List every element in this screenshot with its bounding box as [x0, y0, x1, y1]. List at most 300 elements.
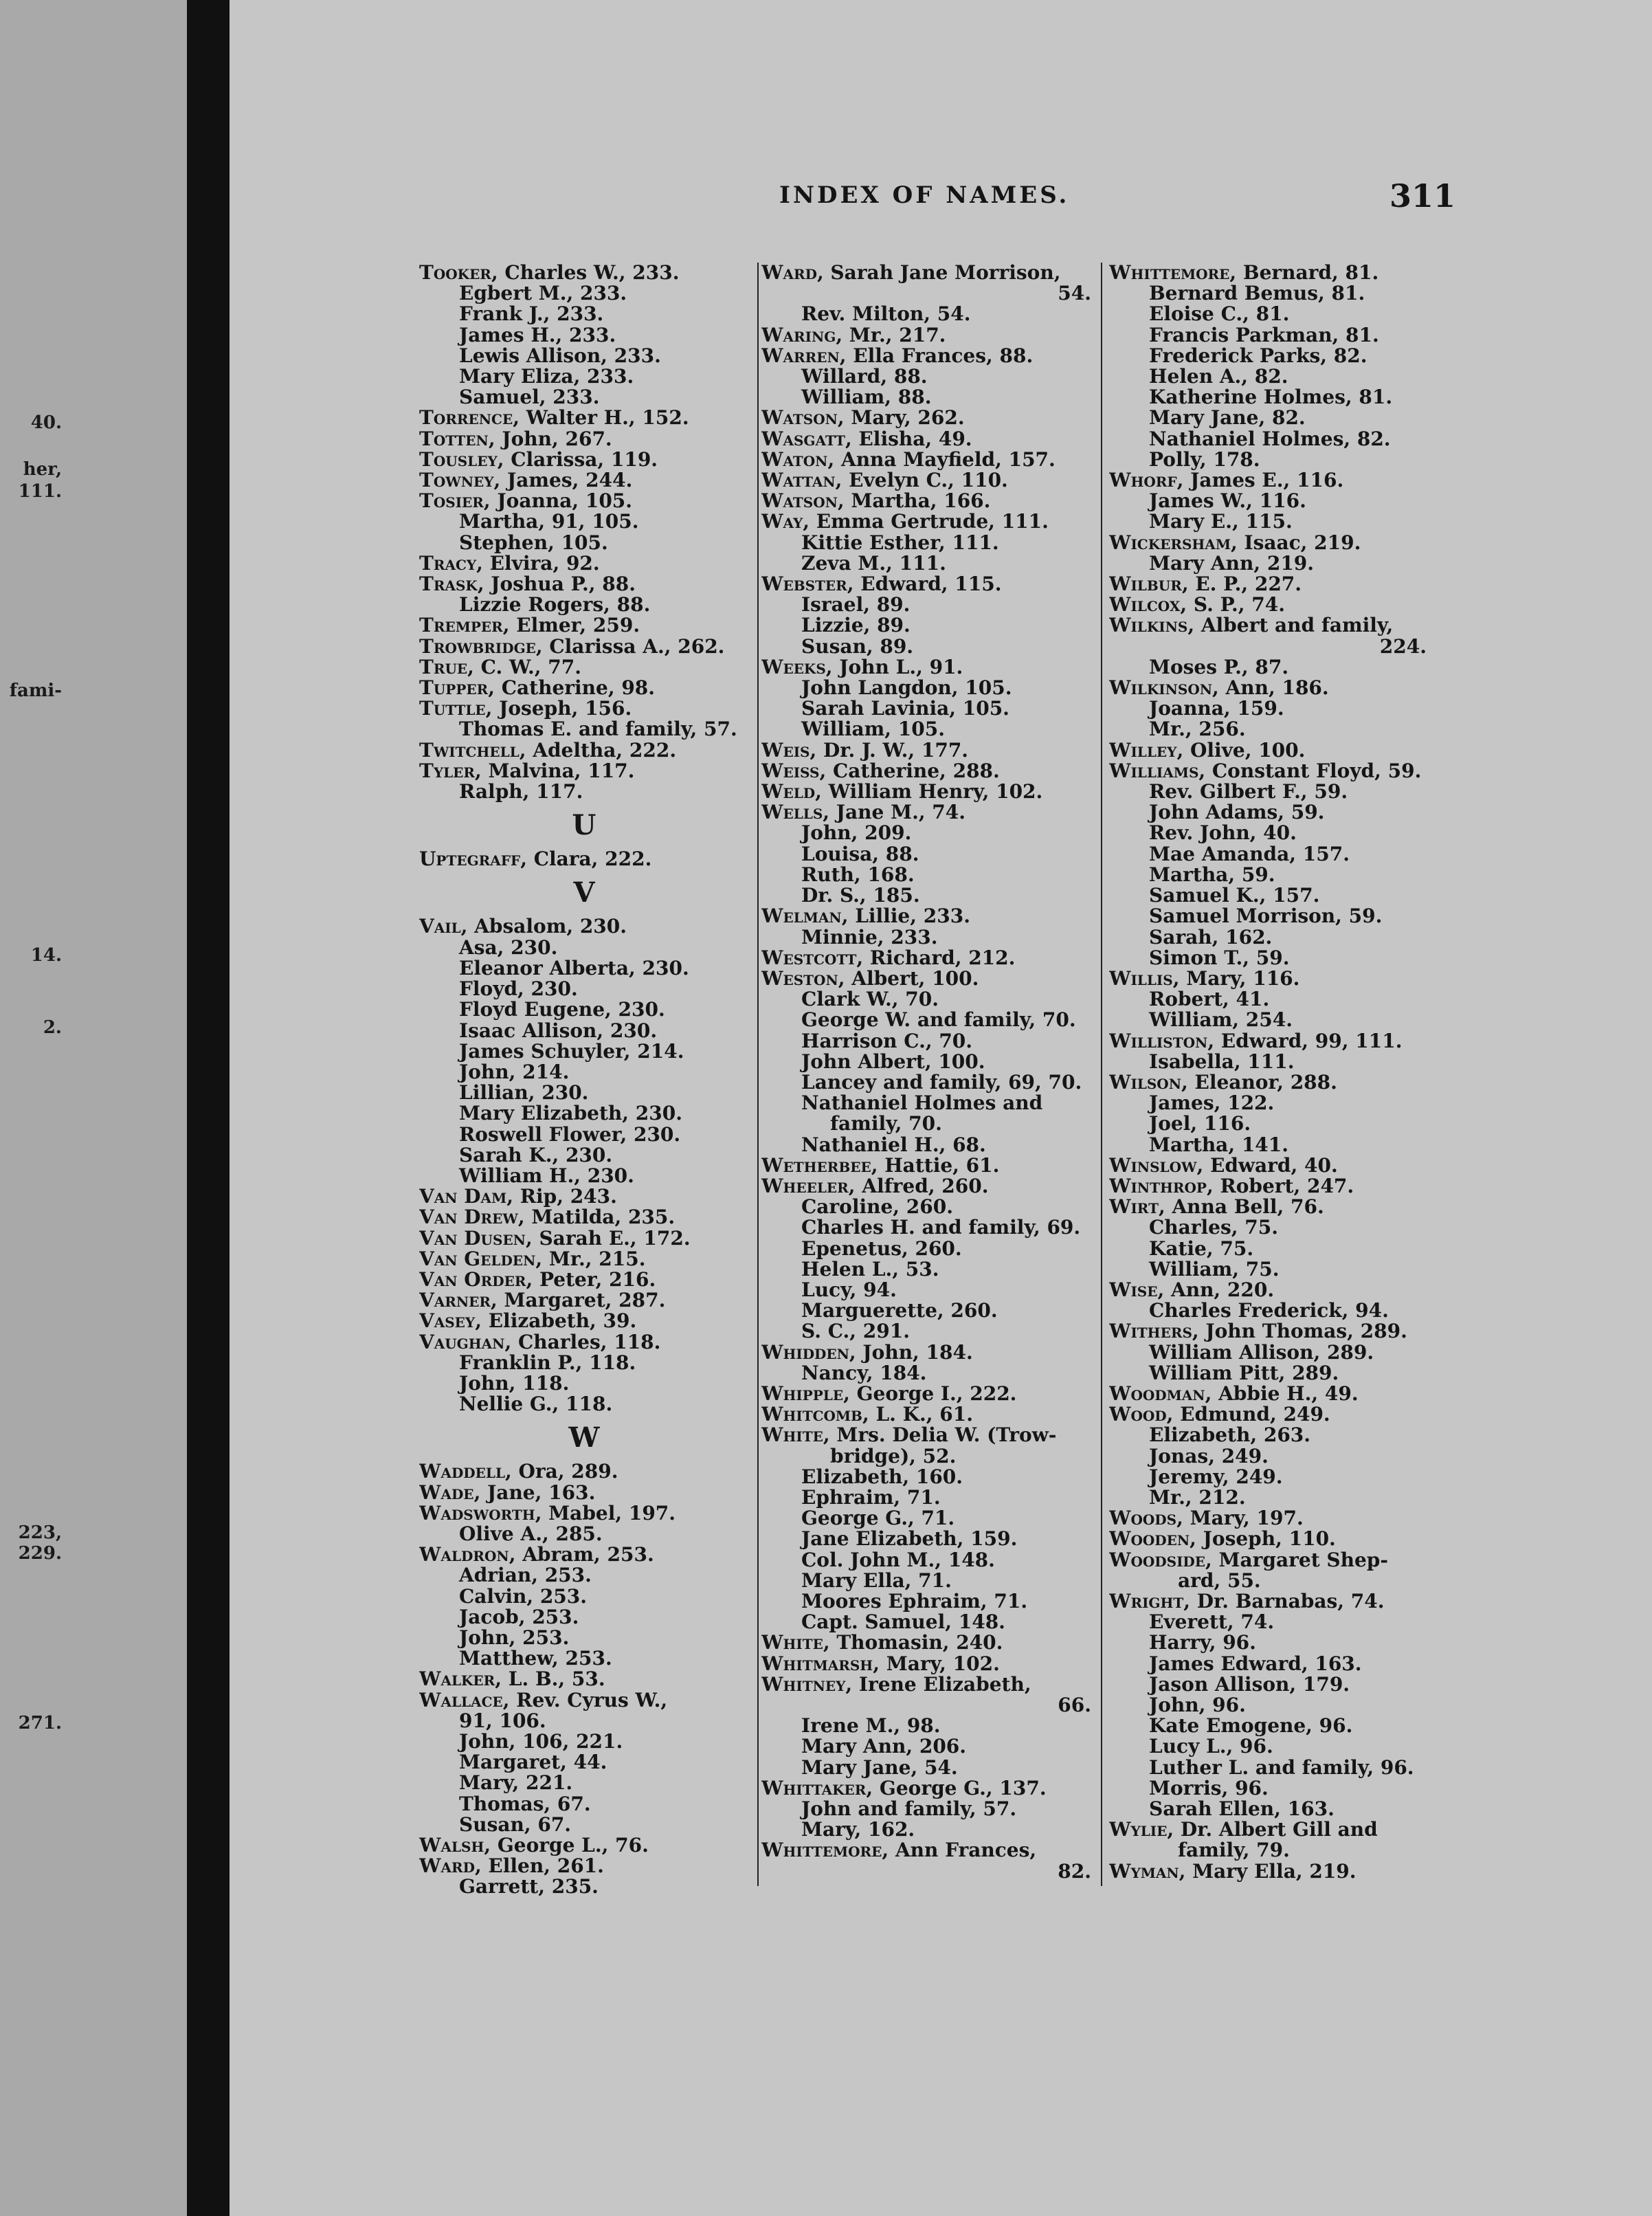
running-head: INDEX OF NAMES. — [779, 181, 1070, 209]
sub-entry: Helen A., 82. — [1149, 366, 1288, 388]
entry-surname: Weston — [761, 968, 838, 990]
sub-entry: Susan, 67. — [459, 1814, 572, 1836]
index-entry — [419, 553, 749, 574]
sub-entry: John Adams, 59. — [1149, 802, 1325, 823]
entry-details: , Rip, 243. — [506, 1186, 617, 1208]
entry-surname: Waldron — [419, 1544, 509, 1566]
sub-entry: Egbert M., 233. — [459, 283, 627, 304]
index-entry — [419, 615, 749, 636]
entry-surname: Vasey — [419, 1311, 476, 1332]
sub-entry: Olive A., 285. — [459, 1523, 603, 1545]
sub-entry: Susan, 89. — [801, 636, 914, 657]
sub-entry: Franklin P., 118. — [459, 1352, 636, 1373]
entry-details: , Clara, 222. — [520, 849, 652, 870]
margin-fragment: 40. — [30, 412, 62, 433]
entry-details: , James, 244. — [493, 470, 633, 491]
entry-surname: Tuttle — [419, 698, 486, 720]
entry-details: , Catherine, 288. — [819, 760, 1000, 782]
index-entry — [1109, 1321, 1432, 1342]
sub-entry: Mary E., 115. — [1149, 511, 1293, 533]
sub-entry: Rev. Milton, 54. — [801, 304, 971, 325]
entry-surname: True — [419, 656, 468, 678]
entry-surname: Woodman — [1109, 1383, 1205, 1405]
entry-details: , Joshua P., 88. — [477, 574, 636, 595]
index-entry — [1109, 1550, 1432, 1571]
entry-details: , Walter H., 152. — [513, 408, 689, 429]
index-entry — [761, 574, 1097, 595]
entry-surname: Wilson — [1109, 1072, 1182, 1094]
index-entry — [761, 325, 1097, 346]
index-entry — [761, 948, 1097, 968]
entry-surname: Ward — [761, 263, 817, 284]
entry-continuation: 224. — [1379, 636, 1427, 657]
sub-entry: Morris, 96. — [1149, 1777, 1269, 1799]
sub-entry: Sarah Lavinia, 105. — [801, 698, 1009, 720]
sub-entry: Harry, 96. — [1149, 1632, 1256, 1654]
index-entry — [419, 1270, 749, 1290]
sub-entry: Margaret, 44. — [459, 1752, 607, 1773]
index-entry — [1109, 761, 1432, 782]
entry-details: , Clarissa, 119. — [497, 449, 658, 471]
sub-entry: Moses P., 87. — [1149, 656, 1289, 678]
sub-entry: Caroline, 260. — [801, 1197, 953, 1218]
index-entry — [1109, 470, 1432, 491]
index-entry — [761, 740, 1097, 761]
index-entry — [1109, 1155, 1432, 1176]
sub-entry: Lucy L., 96. — [1149, 1736, 1273, 1758]
sub-entry: John, 96. — [1149, 1695, 1246, 1716]
entry-details: , L. K., 61. — [862, 1404, 973, 1426]
entry-details: , Anna Mayfield, 157. — [827, 449, 1056, 471]
entry-details: , Mary Ella, 219. — [1179, 1861, 1357, 1882]
entry-surname: Vail — [419, 916, 461, 938]
entry-details: , Catherine, 98. — [488, 678, 656, 699]
sub-entry: Willard, 88. — [801, 366, 928, 388]
index-entry — [761, 1654, 1097, 1674]
entry-surname: Walsh — [419, 1835, 484, 1857]
index-entry — [761, 491, 1097, 511]
entry-details: , Evelyn C., 110. — [835, 470, 1008, 491]
entry-surname: Waring — [761, 324, 836, 346]
entry-surname: Watson — [761, 408, 838, 429]
sub-entry: Marguerette, 260. — [801, 1300, 998, 1322]
entry-details: , C. W., 77. — [467, 656, 581, 678]
entry-surname: Van Dam — [419, 1186, 507, 1208]
entry-surname: Whitcomb — [761, 1404, 862, 1426]
index-entry — [761, 470, 1097, 491]
entry-surname: Tousley — [419, 449, 498, 471]
index-entry — [761, 906, 1097, 927]
index-entry — [419, 408, 749, 428]
sub-entry: John, 214. — [459, 1061, 570, 1083]
sub-entry: Katherine Holmes, 81. — [1149, 387, 1393, 408]
margin-fragment: 223, — [18, 1522, 62, 1543]
entry-surname: Tosier — [419, 491, 484, 512]
entry-details: , Jane M., 74. — [823, 802, 966, 823]
entry-surname: Wirt — [1109, 1197, 1159, 1218]
entry-details: , Joseph, 110. — [1190, 1529, 1336, 1550]
entry-details: , George I., 222. — [843, 1383, 1017, 1405]
sub-entry: Asa, 230. — [459, 937, 558, 958]
index-entry — [419, 1249, 749, 1270]
sub-entry: Nathaniel H., 68. — [801, 1134, 986, 1155]
index-entry — [761, 408, 1097, 428]
entry-surname: Webster — [761, 574, 847, 595]
section-letter: U — [572, 809, 596, 842]
index-entry — [419, 574, 749, 595]
entry-details: , Rev. Cyrus W., — [502, 1689, 668, 1711]
entry-details: , Mary, 102. — [873, 1653, 1000, 1674]
margin-fragment: 14. — [30, 945, 62, 966]
entry-surname: Wright — [1109, 1591, 1184, 1613]
entry-surname: Wilbur — [1109, 574, 1182, 595]
index-page — [230, 0, 1652, 2216]
index-entry — [761, 1674, 1097, 1695]
entry-details: , Emma Gertrude, 111. — [803, 511, 1049, 533]
index-entry — [761, 657, 1097, 678]
index-entry — [761, 1632, 1097, 1653]
entry-surname: Twitchell — [419, 740, 520, 761]
index-entry — [761, 429, 1097, 450]
sub-entry: Frank J., 233. — [459, 304, 604, 325]
sub-entry: Lillian, 230. — [459, 1083, 589, 1104]
entry-details: , Sarah E., 172. — [525, 1228, 691, 1249]
sub-entry: Mae Amanda, 157. — [1149, 843, 1350, 865]
entry-continuation: ard, 55. — [1178, 1570, 1261, 1591]
sub-entry: William H., 230. — [459, 1165, 634, 1187]
sub-entry: Lizzie, 89. — [801, 615, 911, 636]
entry-surname: Tremper — [419, 615, 503, 636]
index-entry — [761, 1342, 1097, 1363]
sub-entry: Ruth, 168. — [801, 864, 915, 886]
index-entry — [419, 698, 749, 719]
index-entry — [761, 1176, 1097, 1197]
entry-continuation: 54. — [1058, 283, 1091, 304]
sub-entry: Col. John M., 148. — [801, 1549, 995, 1571]
index-entry — [761, 450, 1097, 470]
sub-entry: William, 88. — [801, 387, 932, 408]
index-entry — [419, 678, 749, 698]
entry-surname: Warren — [761, 345, 840, 367]
sub-entry: Francis Parkman, 81. — [1149, 324, 1379, 346]
sub-entry: Matthew, 253. — [459, 1648, 612, 1670]
entry-surname: Winslow — [1109, 1155, 1197, 1176]
index-entry — [761, 1425, 1097, 1445]
sub-entry: Kate Emogene, 96. — [1149, 1716, 1353, 1737]
entry-continuation: bridge), 52. — [830, 1445, 957, 1467]
entry-details: , Mabel, 197. — [535, 1503, 676, 1524]
sub-entry: Mr., 212. — [1149, 1487, 1246, 1509]
entry-details: , Hattie, 61. — [871, 1155, 1000, 1176]
entry-details: , Ann, 186. — [1212, 678, 1329, 699]
sub-entry: Samuel K., 157. — [1149, 885, 1320, 907]
index-entry — [1109, 1072, 1432, 1093]
entry-details: , Edward, 40. — [1196, 1155, 1338, 1176]
entry-surname: Trask — [419, 574, 478, 595]
sub-entry: Martha, 59. — [1149, 864, 1275, 886]
sub-entry: Charles H. and family, 69. — [801, 1217, 1081, 1239]
sub-entry: George G., 71. — [801, 1508, 955, 1529]
entry-surname: Uptegraff — [419, 849, 521, 870]
entry-surname: Whorf — [1109, 470, 1177, 491]
entry-surname: Withers — [1109, 1321, 1192, 1342]
entry-details: , Malvina, 117. — [475, 760, 635, 782]
sub-entry: Eleanor Alberta, 230. — [459, 957, 689, 979]
sub-entry: Isaac Allison, 230. — [459, 1020, 658, 1041]
entry-details: , Edward, 115. — [847, 574, 1002, 595]
entry-details: , John Thomas, 289. — [1192, 1321, 1407, 1342]
entry-surname: Whidden — [761, 1342, 849, 1363]
sub-entry: Robert, 41. — [1149, 989, 1270, 1010]
entry-surname: Williams — [1109, 760, 1199, 782]
sub-entry: William Pitt, 289. — [1149, 1362, 1339, 1384]
entry-surname: Winthrop — [1109, 1175, 1207, 1197]
entry-details: , Lillie, 233. — [841, 906, 970, 927]
entry-surname: Whipple — [761, 1383, 844, 1405]
index-entry — [761, 802, 1097, 823]
sub-entry: Lancey and family, 69, 70. — [801, 1072, 1082, 1094]
entry-surname: Wallace — [419, 1689, 503, 1711]
entry-surname: Weeks — [761, 656, 826, 678]
entry-surname: Whittemore — [1109, 263, 1230, 284]
entry-surname: Willey — [1109, 740, 1177, 761]
index-entry — [419, 1544, 749, 1565]
sub-entry: Minnie, 233. — [801, 927, 938, 948]
sub-entry: Capt. Samuel, 148. — [801, 1612, 1005, 1633]
index-entry — [1109, 1031, 1432, 1052]
index-entry — [419, 470, 749, 491]
entry-surname: Weld — [761, 782, 816, 803]
sub-entry: Garrett, 235. — [459, 1876, 599, 1898]
sub-entry: Jacob, 253. — [459, 1606, 579, 1628]
sub-entry: Helen L., 53. — [801, 1259, 939, 1280]
index-entry — [419, 1856, 749, 1876]
index-entry — [761, 1404, 1097, 1425]
sub-entry: John, 118. — [459, 1373, 570, 1395]
entry-details: , Ann, 220. — [1157, 1279, 1275, 1301]
entry-surname: Vaughan — [419, 1331, 505, 1353]
entry-details: , Alfred, 260. — [848, 1175, 989, 1197]
index-entry — [419, 636, 749, 657]
index-entry — [1109, 533, 1432, 553]
sub-entry: Elizabeth, 263. — [1149, 1425, 1311, 1446]
entry-details: , Peter, 216. — [526, 1269, 656, 1291]
entry-details: , Ann Frances, — [882, 1840, 1037, 1861]
entry-surname: Totten — [419, 428, 489, 450]
entry-details: , L. B., 53. — [495, 1669, 605, 1690]
index-entry — [1109, 1404, 1432, 1425]
entry-details: , E. P., 227. — [1181, 574, 1302, 595]
index-entry — [419, 1207, 749, 1228]
index-entry — [419, 916, 749, 937]
sub-entry: Polly, 178. — [1149, 449, 1260, 471]
sub-entry: Jane Elizabeth, 159. — [801, 1529, 1018, 1550]
entry-details: , Ora, 289. — [505, 1461, 618, 1483]
sub-entry: Zeva M., 111. — [801, 553, 946, 575]
entry-surname: Wilkinson — [1109, 678, 1213, 699]
index-entry — [761, 761, 1097, 782]
index-entry — [419, 1228, 749, 1249]
index-entry — [761, 1840, 1097, 1861]
entry-surname: Towney — [419, 470, 494, 491]
entry-surname: Welman — [761, 906, 842, 927]
index-entry — [761, 511, 1097, 532]
index-entry — [419, 761, 749, 782]
sub-entry: Mary Ann, 206. — [801, 1736, 967, 1758]
sub-entry: Elizabeth, 160. — [801, 1466, 963, 1487]
entry-details: , Martha, 166. — [837, 491, 991, 512]
previous-page-edge — [0, 0, 187, 2216]
entry-details: , Bernard, 81. — [1229, 263, 1379, 284]
index-entry — [1109, 1280, 1432, 1300]
entry-surname: Williston — [1109, 1030, 1208, 1052]
margin-fragment: her, — [23, 459, 62, 480]
entry-surname: Watson — [761, 491, 838, 512]
entry-details: , Isaac, 219. — [1230, 532, 1361, 553]
entry-details: , Sarah Jane Morrison, — [816, 263, 1061, 284]
sub-entry: Lucy, 94. — [801, 1279, 897, 1301]
entry-surname: Wilkins — [1109, 615, 1188, 636]
entry-surname: Van Gelden — [419, 1248, 536, 1270]
sub-entry: Joel, 116. — [1149, 1113, 1251, 1135]
sub-entry: Stephen, 105. — [459, 532, 608, 553]
entry-surname: Van Drew — [419, 1207, 518, 1228]
entry-details: , Joseph, 156. — [485, 698, 632, 720]
entry-details: , Jane, 163. — [473, 1482, 596, 1503]
entry-details: , John, 267. — [488, 428, 612, 450]
entry-surname: Wyman — [1109, 1861, 1179, 1882]
index-entry — [419, 263, 749, 283]
entry-surname: Wheeler — [761, 1175, 849, 1197]
entry-details: , John, 184. — [849, 1342, 973, 1363]
sub-entry: Moores Ephraim, 71. — [801, 1591, 1028, 1613]
entry-surname: Waton — [761, 449, 828, 471]
entry-details: , Albert and family, — [1187, 615, 1394, 636]
sub-entry: Harrison C., 70. — [801, 1030, 973, 1052]
index-entry — [419, 1669, 749, 1689]
margin-fragment: 2. — [43, 1017, 62, 1038]
sub-entry: Sarah Ellen, 163. — [1149, 1799, 1335, 1820]
sub-entry: James Schuyler, 214. — [459, 1041, 684, 1062]
sub-entry: Rev. John, 40. — [1149, 823, 1297, 844]
index-entry — [419, 1290, 749, 1311]
index-entry — [761, 968, 1097, 989]
entry-surname: Tooker — [419, 263, 491, 284]
entry-continuation: family, 70. — [830, 1113, 942, 1135]
sub-entry: Joanna, 159. — [1149, 698, 1284, 720]
sub-entry: Eloise C., 81. — [1149, 304, 1290, 325]
entry-surname: Wetherbee — [761, 1155, 871, 1176]
sub-entry: John and family, 57. — [801, 1799, 1017, 1820]
sub-entry: Samuel, 233. — [459, 387, 600, 408]
sub-entry: Kittie Esther, 111. — [801, 532, 999, 553]
margin-fragment: 229. — [18, 1543, 62, 1564]
entry-surname: Waddell — [419, 1461, 506, 1483]
index-entry — [1109, 1508, 1432, 1529]
index-entry — [419, 1186, 749, 1207]
entry-surname: Tracy — [419, 553, 477, 575]
sub-entry: Isabella, 111. — [1149, 1051, 1295, 1072]
entry-surname: Woodside — [1109, 1549, 1206, 1571]
sub-entry: Charles, 75. — [1149, 1217, 1278, 1239]
sub-entry: Martha, 91, 105. — [459, 511, 639, 533]
entry-details: , Abbie H., 49. — [1205, 1383, 1359, 1405]
index-column-3 — [1109, 263, 1432, 1882]
entry-details: , Constant Floyd, 59. — [1198, 760, 1422, 782]
index-entry — [419, 740, 749, 761]
sub-entry: John Langdon, 105. — [801, 678, 1012, 699]
index-entry — [1109, 1384, 1432, 1404]
sub-entry: George W. and family, 70. — [801, 1010, 1076, 1031]
sub-entry: William, 75. — [1149, 1259, 1280, 1280]
sub-entry: John, 253. — [459, 1627, 570, 1649]
entry-surname: Whittemore — [761, 1840, 882, 1861]
sub-entry: Dr. S., 185. — [801, 885, 920, 907]
sub-entry: Charles Frederick, 94. — [1149, 1300, 1389, 1322]
index-entry — [1109, 263, 1432, 283]
index-entry — [1109, 1861, 1432, 1882]
index-entry — [1109, 678, 1432, 698]
entry-details: , Mrs. Delia W. (Trow- — [823, 1425, 1057, 1446]
sub-entry: Everett, 74. — [1149, 1612, 1275, 1633]
entry-details: , Edward, 99, 111. — [1207, 1030, 1403, 1052]
sub-entry: William, 254. — [1149, 1010, 1293, 1031]
sub-entry: Irene M., 98. — [801, 1716, 941, 1737]
index-entry — [1109, 740, 1432, 761]
entry-surname: Wadsworth — [419, 1503, 535, 1524]
sub-entry: Floyd Eugene, 230. — [459, 999, 665, 1021]
sub-entry: Epenetus, 260. — [801, 1238, 962, 1259]
entry-details: , Olive, 100. — [1176, 740, 1306, 761]
sub-entry: Samuel Morrison, 59. — [1149, 906, 1383, 927]
entry-details: , Edmund, 249. — [1166, 1404, 1330, 1426]
entry-details: , Richard, 212. — [856, 947, 1016, 968]
entry-details: , Eleanor, 288. — [1181, 1072, 1337, 1094]
entry-surname: Whitmarsh — [761, 1653, 873, 1674]
entry-details: , Dr. Barnabas, 74. — [1183, 1591, 1385, 1613]
sub-entry: Floyd, 230. — [459, 979, 578, 1000]
sub-entry: John, 106, 221. — [459, 1731, 623, 1753]
sub-entry: Nathaniel Holmes, 82. — [1149, 428, 1391, 450]
sub-entry: Mary Eliza, 233. — [459, 366, 634, 388]
sub-entry: James Edward, 163. — [1149, 1653, 1362, 1674]
index-entry — [1109, 574, 1432, 595]
sub-entry: Mary Jane, 54. — [801, 1757, 958, 1778]
page-number: 311 — [1389, 177, 1456, 214]
section-letter: V — [573, 876, 595, 909]
entry-surname: Willis — [1109, 968, 1173, 990]
index-column-2 — [761, 263, 1097, 1882]
entry-surname: Woods — [1109, 1508, 1177, 1529]
index-entry — [419, 1835, 749, 1856]
entry-details: , Margaret, 287. — [491, 1290, 666, 1311]
entry-details: , Absalom, 230. — [460, 916, 627, 938]
entry-details: , Anna Bell, 76. — [1158, 1197, 1324, 1218]
entry-details: , Abram, 253. — [509, 1544, 654, 1566]
entry-surname: Wood — [1109, 1404, 1167, 1426]
index-entry — [761, 782, 1097, 802]
entry-details: , Mary, 262. — [837, 408, 965, 429]
sub-entry: James, 122. — [1149, 1093, 1275, 1114]
sub-entry: Jonas, 249. — [1149, 1445, 1269, 1467]
sub-entry: Roswell Flower, 230. — [459, 1124, 681, 1145]
sub-entry: Mary Jane, 82. — [1149, 408, 1306, 429]
entry-surname: White — [761, 1425, 823, 1446]
entry-details: , George L., 76. — [484, 1835, 649, 1857]
entry-details: , Joanna, 105. — [483, 491, 633, 512]
index-entry — [419, 491, 749, 511]
entry-details: , Charles W., 233. — [491, 263, 680, 284]
